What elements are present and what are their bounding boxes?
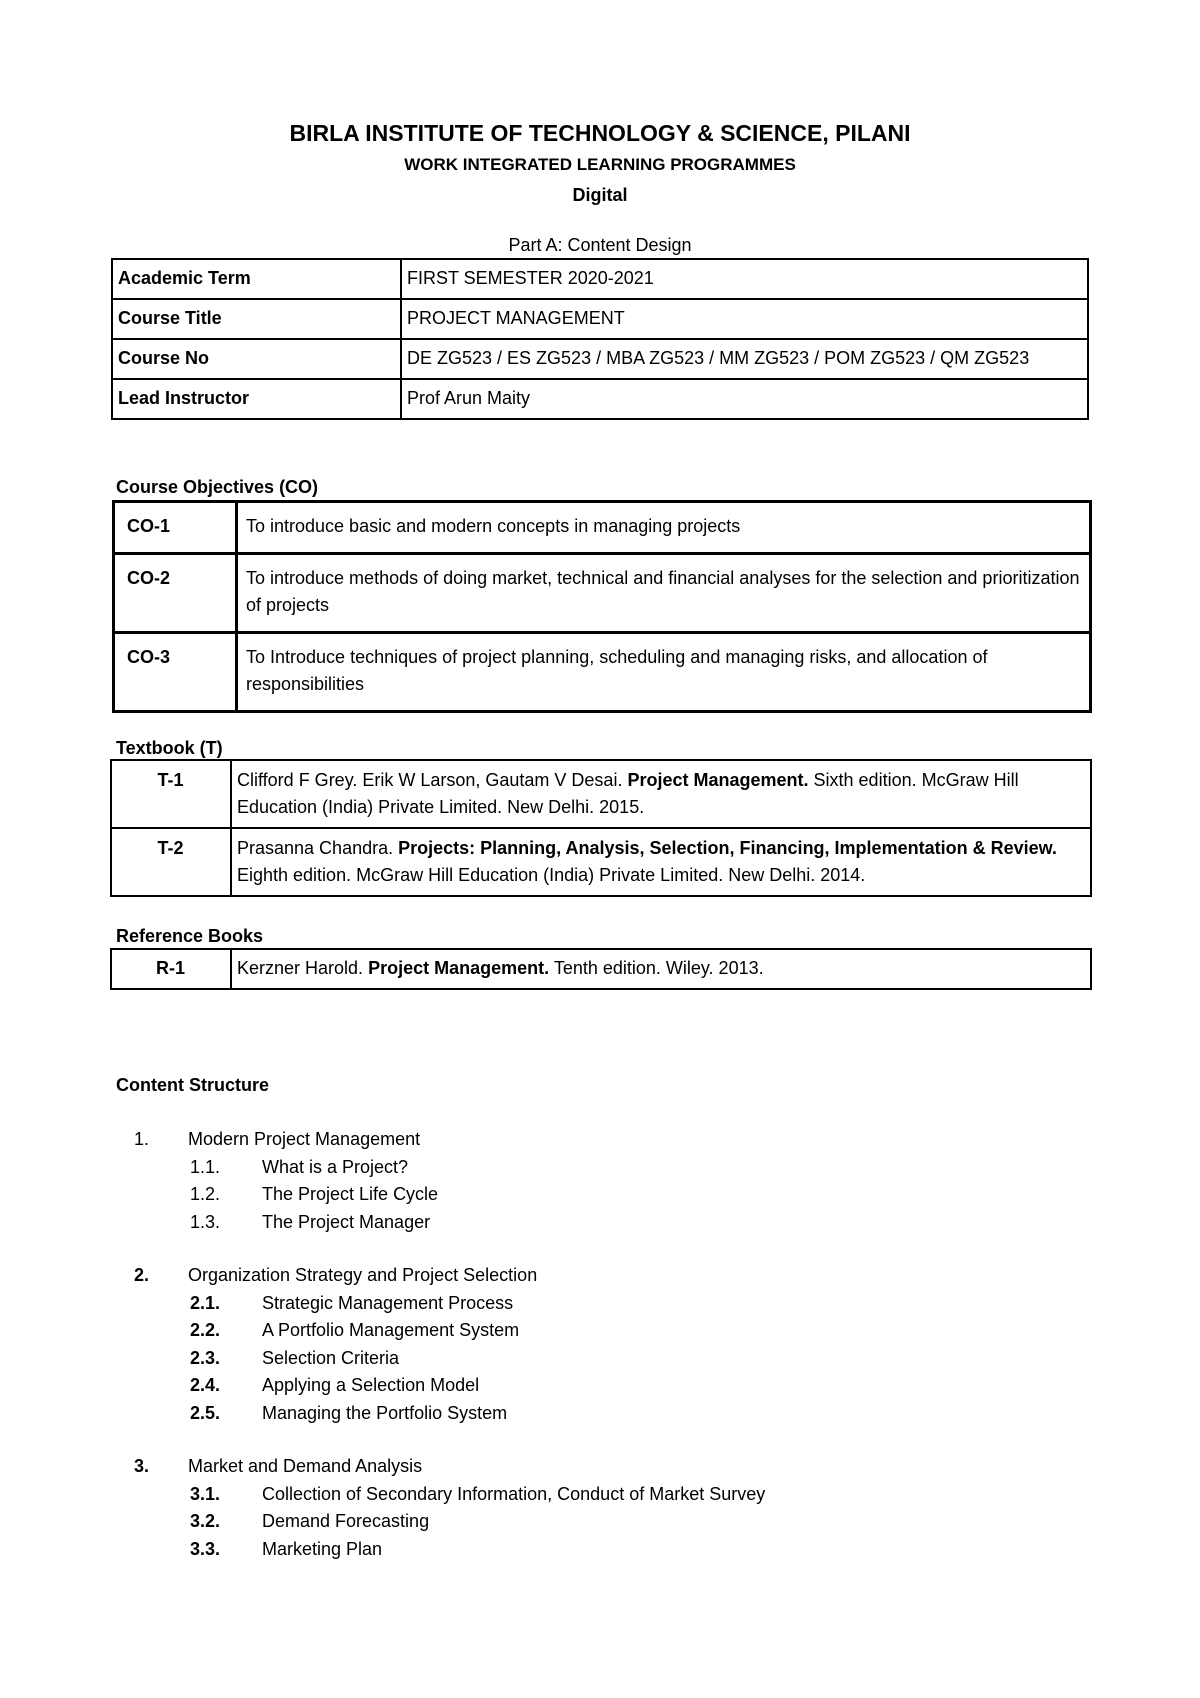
table-row — [112, 379, 1088, 419]
list-item — [116, 1317, 1096, 1345]
content-section — [116, 1262, 1096, 1427]
programme-subtitle: WORK INTEGRATED LEARNING PROGRAMMES — [404, 155, 796, 174]
table-row — [111, 828, 1091, 896]
subsection-number: 1.3. — [190, 1211, 221, 1232]
textbook-details: Eighth edition. McGraw Hill Education (India) Private Limited. New Delhi. 2014. — [237, 865, 866, 885]
objectives-table — [112, 500, 1092, 713]
subsection-title: The Project Life Cycle — [262, 1184, 439, 1204]
table-row — [112, 299, 1088, 339]
textbook-citation — [231, 760, 1091, 828]
textbook-author: Prasanna Chandra. — [237, 838, 394, 858]
subsection-title: Selection Criteria — [262, 1347, 400, 1368]
info-value-lead-instructor: Prof Arun Maity — [401, 379, 1088, 419]
table-row — [114, 633, 1091, 712]
subsection-number: 1.2. — [190, 1184, 221, 1204]
textbook-details: Sixth edition. McGraw Hill Education (India) Private Limited. New Delhi. 2015. — [237, 770, 1019, 817]
textbook-author: Clifford F Grey. Erik W Larson, Gautam V Desai. — [237, 770, 623, 790]
table-row — [114, 554, 1091, 633]
textbook-id: T-2 — [111, 828, 231, 896]
reference-details: Tenth edition. Wiley. 2013. — [553, 958, 764, 978]
content-section — [116, 1453, 1096, 1563]
list-item — [116, 1400, 1096, 1428]
subsection-title: Demand Forecasting — [262, 1511, 430, 1531]
objectives-heading: Course Objectives (CO) — [116, 477, 319, 497]
info-label-course-title: Course Title — [112, 299, 401, 339]
subsection-number: 2.3. — [190, 1347, 221, 1368]
list-item — [116, 1508, 1096, 1536]
reference-citation — [231, 949, 1091, 989]
textbook-id: T-1 — [111, 760, 231, 828]
content-section — [116, 1126, 1096, 1236]
reference-heading: Reference Books — [116, 926, 264, 946]
table-row — [111, 760, 1091, 828]
list-item — [116, 1481, 1096, 1509]
reference-table — [110, 948, 1092, 990]
objective-text: To Introduce techniques of project planning, scheduling and managing risks, and allocation of responsibilities — [237, 633, 1091, 712]
list-item — [116, 1209, 1096, 1237]
subsection-number: 3.1. — [190, 1483, 221, 1504]
table-row — [114, 502, 1091, 554]
subsection-title: The Project Manager — [262, 1211, 431, 1232]
subsection-number: 1.1. — [190, 1156, 221, 1177]
part-heading: Part A: Content Design — [508, 235, 692, 255]
textbook-title: Project Management. — [627, 770, 809, 790]
subsection-title: Managing the Portfolio System — [262, 1402, 508, 1423]
subsection-number: 2.1. — [190, 1292, 221, 1313]
subsection-number: 3.2. — [190, 1511, 221, 1531]
subsection-title: Marketing Plan — [262, 1538, 383, 1559]
list-item — [116, 1345, 1096, 1373]
section-title: Market and Demand Analysis — [188, 1456, 423, 1476]
textbook-heading: Textbook (T) — [116, 738, 223, 758]
subsection-title: A Portfolio Management System — [262, 1320, 520, 1340]
subsection-title: Strategic Management Process — [262, 1292, 514, 1313]
content-structure — [116, 1074, 1096, 1589]
subsection-title: What is a Project? — [262, 1156, 409, 1177]
section-number: 2. — [134, 1265, 150, 1285]
textbook-title: Projects: Planning, Analysis, Selection, Financing, Implementation & Review. — [398, 838, 1057, 858]
course-info-table — [111, 258, 1089, 420]
section-number: 3. — [134, 1456, 150, 1476]
subsection-number: 2.5. — [190, 1402, 221, 1423]
delivery-mode: Digital — [572, 185, 628, 205]
textbook-table — [110, 759, 1092, 897]
subsection-title: Collection of Secondary Information, Conduct of Market Survey — [262, 1483, 766, 1504]
subsection-title: Applying a Selection Model — [262, 1375, 480, 1395]
subsection-number: 3.3. — [190, 1538, 221, 1559]
subsection-number: 2.2. — [190, 1320, 221, 1340]
objective-text: To introduce basic and modern concepts in managing projects — [237, 502, 1091, 554]
list-item — [116, 1536, 1096, 1564]
institute-title: BIRLA INSTITUTE OF TECHNOLOGY & SCIENCE, PILANI — [289, 120, 911, 146]
objective-text: To introduce methods of doing market, technical and financial analyses for the selection and prioritization of projects — [237, 554, 1091, 633]
info-label-academic-term: Academic Term — [112, 259, 401, 299]
list-item — [116, 1154, 1096, 1182]
list-item — [116, 1126, 1096, 1154]
objective-id: CO-3 — [114, 633, 237, 712]
info-value-course-no: DE ZG523 / ES ZG523 / MBA ZG523 / MM ZG523 / POM ZG523 / QM ZG523 — [401, 339, 1088, 379]
list-item — [116, 1290, 1096, 1318]
textbook-citation — [231, 828, 1091, 896]
objective-id: CO-1 — [114, 502, 237, 554]
section-title: Organization Strategy and Project Selection — [188, 1265, 538, 1285]
section-number: 1. — [134, 1129, 150, 1149]
info-label-course-no: Course No — [112, 339, 401, 379]
list-item — [116, 1181, 1096, 1209]
table-row — [112, 259, 1088, 299]
list-item — [116, 1372, 1096, 1400]
info-value-course-title: PROJECT MANAGEMENT — [401, 299, 1088, 339]
document-header — [0, 118, 1200, 206]
reference-title: Project Management. — [368, 958, 550, 978]
table-row — [112, 339, 1088, 379]
table-row — [111, 949, 1091, 989]
section-title: Modern Project Management — [188, 1129, 421, 1149]
subsection-number: 2.4. — [190, 1375, 221, 1395]
content-heading: Content Structure — [116, 1075, 269, 1095]
info-value-academic-term: FIRST SEMESTER 2020-2021 — [401, 259, 1088, 299]
reference-id: R-1 — [111, 949, 231, 989]
list-item — [116, 1453, 1096, 1481]
objective-id: CO-2 — [114, 554, 237, 633]
reference-author: Kerzner Harold. — [237, 958, 364, 978]
list-item — [116, 1262, 1096, 1290]
info-label-lead-instructor: Lead Instructor — [112, 379, 401, 419]
